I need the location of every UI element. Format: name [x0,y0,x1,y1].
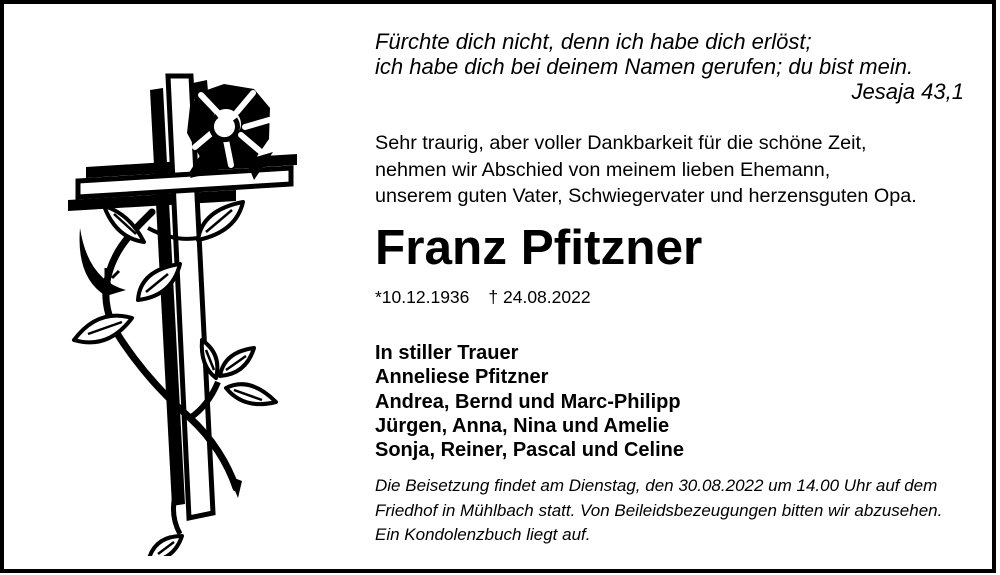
rose-icon [187,84,273,180]
text-line: Sonja, Reiner, Pascal und Celine [375,439,684,462]
mourners-list [375,341,684,462]
text-line: Jürgen, Anna, Nina und Amelie [375,414,670,437]
deceased-name: Franz Pfitzner [375,220,703,275]
text-line: Anneliese Pfitzner [375,366,549,389]
text-line: Die Beisetzung findet am Dienstag, den 30.08.2022 um 14.00 Uhr auf dem [375,476,938,495]
text-line: Ein Kondolenzbuch liegt auf. [375,525,591,544]
text-line: In stiller Trauer [375,342,519,364]
text-line: nehmen wir Abschied von meinem lieben Ehemann, [375,158,831,181]
text-line: unserem guten Vater, Schwiegervater und herzensguten Opa. [375,185,917,207]
cross-rose-svg [40,26,340,556]
scripture-source: Jesaja 43,1 [851,79,964,104]
intro-text [375,130,917,210]
text-line: ich habe dich bei deinem Namen gerufen; du bist mein. [375,54,914,79]
text-line: Fürchte dich nicht, denn ich habe dich erlöst; [375,29,812,54]
birth-date: *10.12.1936 [375,287,470,307]
scripture-quote [375,29,964,104]
life-dates [375,286,591,308]
text-line: Andrea, Bernd und Marc-Philipp [375,390,681,413]
funeral-info [375,474,942,548]
text-line: Sehr traurig, aber voller Dankbarkeit für die schöne Zeit, [375,132,867,154]
text-line: Friedhof in Mühlbach statt. Von Beileidsbezeugungen bitten wir abzusehen. [375,500,943,520]
death-date: † 24.08.2022 [488,287,591,307]
cross-rose-illustration [40,26,340,556]
